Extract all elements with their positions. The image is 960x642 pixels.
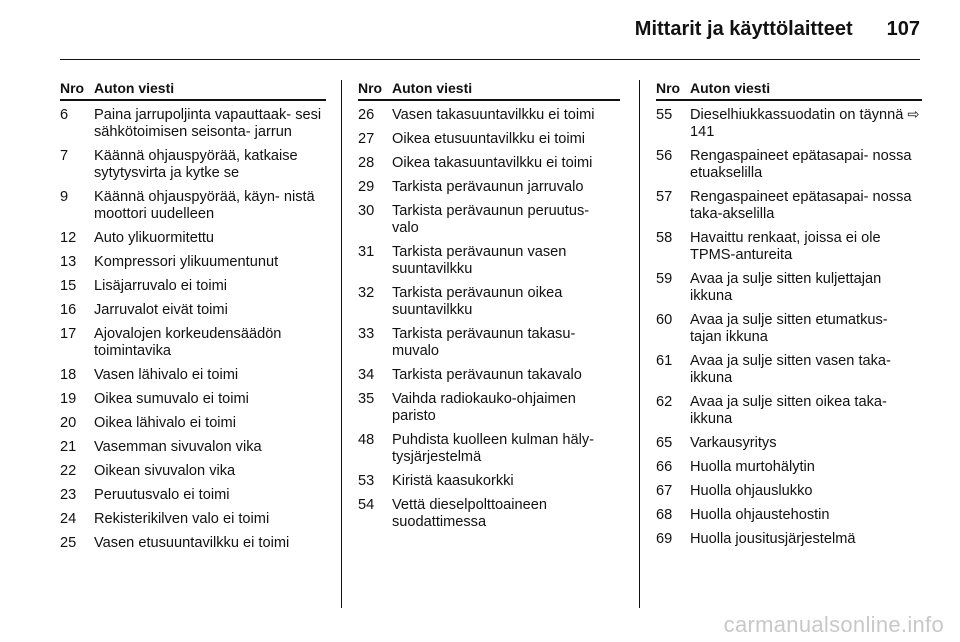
row-message: Dieselhiukkassuodatin on täynnä ⇨ 141 — [690, 107, 920, 140]
row-number: 61 — [656, 353, 673, 369]
row-message: Vasen takasuuntavilkku ei toimi — [392, 107, 595, 123]
row-message: Avaa ja sulje sitten vasen taka- ikkuna — [690, 353, 891, 386]
row-message: Huolla murtohälytin — [690, 459, 815, 475]
header-nro: Nro — [358, 80, 383, 96]
row-message: Ajovalojen korkeudensäädön toimintavika — [94, 326, 282, 359]
row-message: Huolla jousitusjärjestelmä — [690, 531, 856, 547]
row-number: 27 — [358, 131, 375, 147]
row-message: Lisäjarruvalo ei toimi — [94, 278, 228, 294]
table-row — [358, 155, 620, 172]
row-message: Paina jarrupoljinta vapauttaak- sesi sähkötoimisen seisonta- jarrun — [94, 107, 322, 140]
row-number: 12 — [60, 230, 77, 246]
table-row — [656, 353, 922, 387]
table-row — [358, 179, 620, 196]
table-column-1 — [60, 80, 326, 559]
row-message: Rekisterikilven valo ei toimi — [94, 511, 270, 527]
row-message: Auto ylikuormitettu — [94, 230, 215, 246]
table-row — [656, 531, 922, 548]
page-title: Mittarit ja käyttölaitteet — [634, 18, 853, 40]
table-row — [358, 203, 620, 237]
row-number: 19 — [60, 391, 77, 407]
row-number: 20 — [60, 415, 77, 431]
row-message: Kiristä kaasukorkki — [392, 473, 514, 489]
row-number: 28 — [358, 155, 375, 171]
table-row — [358, 391, 620, 425]
row-number: 25 — [60, 535, 77, 551]
row-message: Avaa ja sulje sitten kuljettajan ikkuna — [690, 271, 882, 304]
table-row — [60, 463, 326, 480]
page-header — [60, 18, 920, 48]
row-number: 60 — [656, 312, 673, 328]
row-message: Oikea etusuuntavilkku ei toimi — [392, 131, 586, 147]
row-number: 58 — [656, 230, 673, 246]
row-number: 22 — [60, 463, 77, 479]
table-row — [358, 285, 620, 319]
row-message: Huolla ohjaustehostin — [690, 507, 830, 523]
row-number: 16 — [60, 302, 77, 318]
row-number: 33 — [358, 326, 375, 342]
table-row — [656, 507, 922, 524]
table-row — [60, 254, 326, 271]
row-message: Vasen etusuuntavilkku ei toimi — [94, 535, 290, 551]
row-message: Oikea sumuvalo ei toimi — [94, 391, 249, 407]
row-message: Oikea lähivalo ei toimi — [94, 415, 236, 431]
header-message: Auton viesti — [690, 80, 771, 96]
row-message: Peruutusvalo ei toimi — [94, 487, 230, 503]
row-message: Vaihda radiokauko-ohjaimen paristo — [392, 391, 576, 424]
row-number: 29 — [358, 179, 375, 195]
row-number: 66 — [656, 459, 673, 475]
table-row — [656, 189, 922, 223]
row-message: Tarkista perävaunun peruutus- valo — [392, 203, 590, 236]
row-number: 13 — [60, 254, 77, 270]
row-number: 62 — [656, 394, 673, 410]
table-rows — [358, 107, 620, 531]
row-message: Vasemman sivuvalon vika — [94, 439, 262, 455]
table-row — [358, 432, 620, 466]
row-number: 69 — [656, 531, 673, 547]
table-rows — [656, 107, 922, 548]
row-number: 24 — [60, 511, 77, 527]
row-message: Rengaspaineet epätasapai- nossa taka-akselilla — [690, 189, 912, 222]
row-message: Avaa ja sulje sitten oikea taka- ikkuna — [690, 394, 887, 427]
header-message: Auton viesti — [94, 80, 175, 96]
table-row — [358, 131, 620, 148]
row-message: Rengaspaineet epätasapai- nossa etuakselilla — [690, 148, 912, 181]
table-column-2 — [358, 80, 620, 538]
row-number: 68 — [656, 507, 673, 523]
table-column-3 — [656, 80, 922, 555]
table-row — [656, 394, 922, 428]
column-divider — [341, 80, 342, 608]
table-row — [358, 497, 620, 531]
table-row — [656, 230, 922, 264]
table-row — [656, 107, 922, 141]
table-header — [60, 80, 326, 101]
row-message: Huolla ohjauslukko — [690, 483, 813, 499]
row-number: 7 — [60, 148, 69, 164]
row-message: Tarkista perävaunun takavalo — [392, 367, 582, 383]
row-message: Tarkista perävaunun jarruvalo — [392, 179, 584, 195]
row-message: Tarkista perävaunun vasen suuntavilkku — [392, 244, 567, 277]
table-row — [656, 312, 922, 346]
table-row — [60, 189, 326, 223]
row-message: Vasen lähivalo ei toimi — [94, 367, 239, 383]
row-number: 32 — [358, 285, 375, 301]
row-number: 48 — [358, 432, 375, 448]
row-message: Käännä ohjauspyörää, katkaise sytytysvirta ja kytke se — [94, 148, 298, 181]
table-row — [358, 107, 620, 124]
row-number: 15 — [60, 278, 77, 294]
row-message: Avaa ja sulje sitten etumatkus- tajan ikkuna — [690, 312, 888, 345]
row-number: 21 — [60, 439, 77, 455]
row-number: 17 — [60, 326, 77, 342]
column-divider — [639, 80, 640, 608]
table-row — [656, 483, 922, 500]
table-row — [60, 439, 326, 456]
table-row — [60, 535, 326, 552]
row-number: 23 — [60, 487, 77, 503]
table-row — [358, 473, 620, 490]
row-number: 67 — [656, 483, 673, 499]
table-row — [656, 435, 922, 452]
table-row — [656, 459, 922, 476]
row-message: Varkausyritys — [690, 435, 777, 451]
row-number: 26 — [358, 107, 375, 123]
table-row — [60, 148, 326, 182]
table-row — [60, 230, 326, 247]
row-number: 53 — [358, 473, 375, 489]
row-message: Tarkista perävaunun oikea suuntavilkku — [392, 285, 563, 318]
table-row — [60, 487, 326, 504]
table-row — [358, 367, 620, 384]
row-number: 30 — [358, 203, 375, 219]
table-row — [60, 278, 326, 295]
table-header — [358, 80, 620, 101]
row-message: Oikea takasuuntavilkku ei toimi — [392, 155, 593, 171]
row-number: 59 — [656, 271, 673, 287]
table-row — [656, 148, 922, 182]
row-number: 34 — [358, 367, 375, 383]
row-number: 55 — [656, 107, 673, 123]
row-message: Kompressori ylikuumentunut — [94, 254, 279, 270]
row-number: 56 — [656, 148, 673, 164]
row-number: 65 — [656, 435, 673, 451]
table-row — [60, 511, 326, 528]
row-number: 18 — [60, 367, 77, 383]
table-row — [60, 415, 326, 432]
row-number: 9 — [60, 189, 69, 205]
page-number: 107 — [886, 18, 920, 40]
row-message: Jarruvalot eivät toimi — [94, 302, 228, 318]
table-row — [60, 367, 326, 384]
table-rows — [60, 107, 326, 552]
header-nro: Nro — [60, 80, 85, 96]
row-message: Tarkista perävaunun takasu- muvalo — [392, 326, 576, 359]
row-number: 31 — [358, 244, 375, 260]
header-message: Auton viesti — [392, 80, 473, 96]
table-row — [60, 391, 326, 408]
row-message: Havaittu renkaat, joissa ei ole TPMS-antureita — [690, 230, 881, 263]
table-row — [358, 326, 620, 360]
table-row — [656, 271, 922, 305]
table-row — [60, 302, 326, 319]
row-number: 6 — [60, 107, 69, 123]
table-header — [656, 80, 922, 101]
header-rule — [60, 59, 920, 60]
row-message: Oikean sivuvalon vika — [94, 463, 236, 479]
row-number: 35 — [358, 391, 375, 407]
row-message: Käännä ohjauspyörää, käyn- nistä moottori uudelleen — [94, 189, 315, 222]
row-message: Puhdista kuolleen kulman häly- tysjärjestelmä — [392, 432, 594, 465]
table-row — [60, 107, 326, 141]
table-row — [358, 244, 620, 278]
watermark: carmanualsonline.info — [723, 612, 944, 637]
header-nro: Nro — [656, 80, 681, 96]
table-row — [60, 326, 326, 360]
row-number: 54 — [358, 497, 375, 513]
row-number: 57 — [656, 189, 673, 205]
row-message: Vettä dieselpolttoaineen suodattimessa — [392, 497, 547, 530]
